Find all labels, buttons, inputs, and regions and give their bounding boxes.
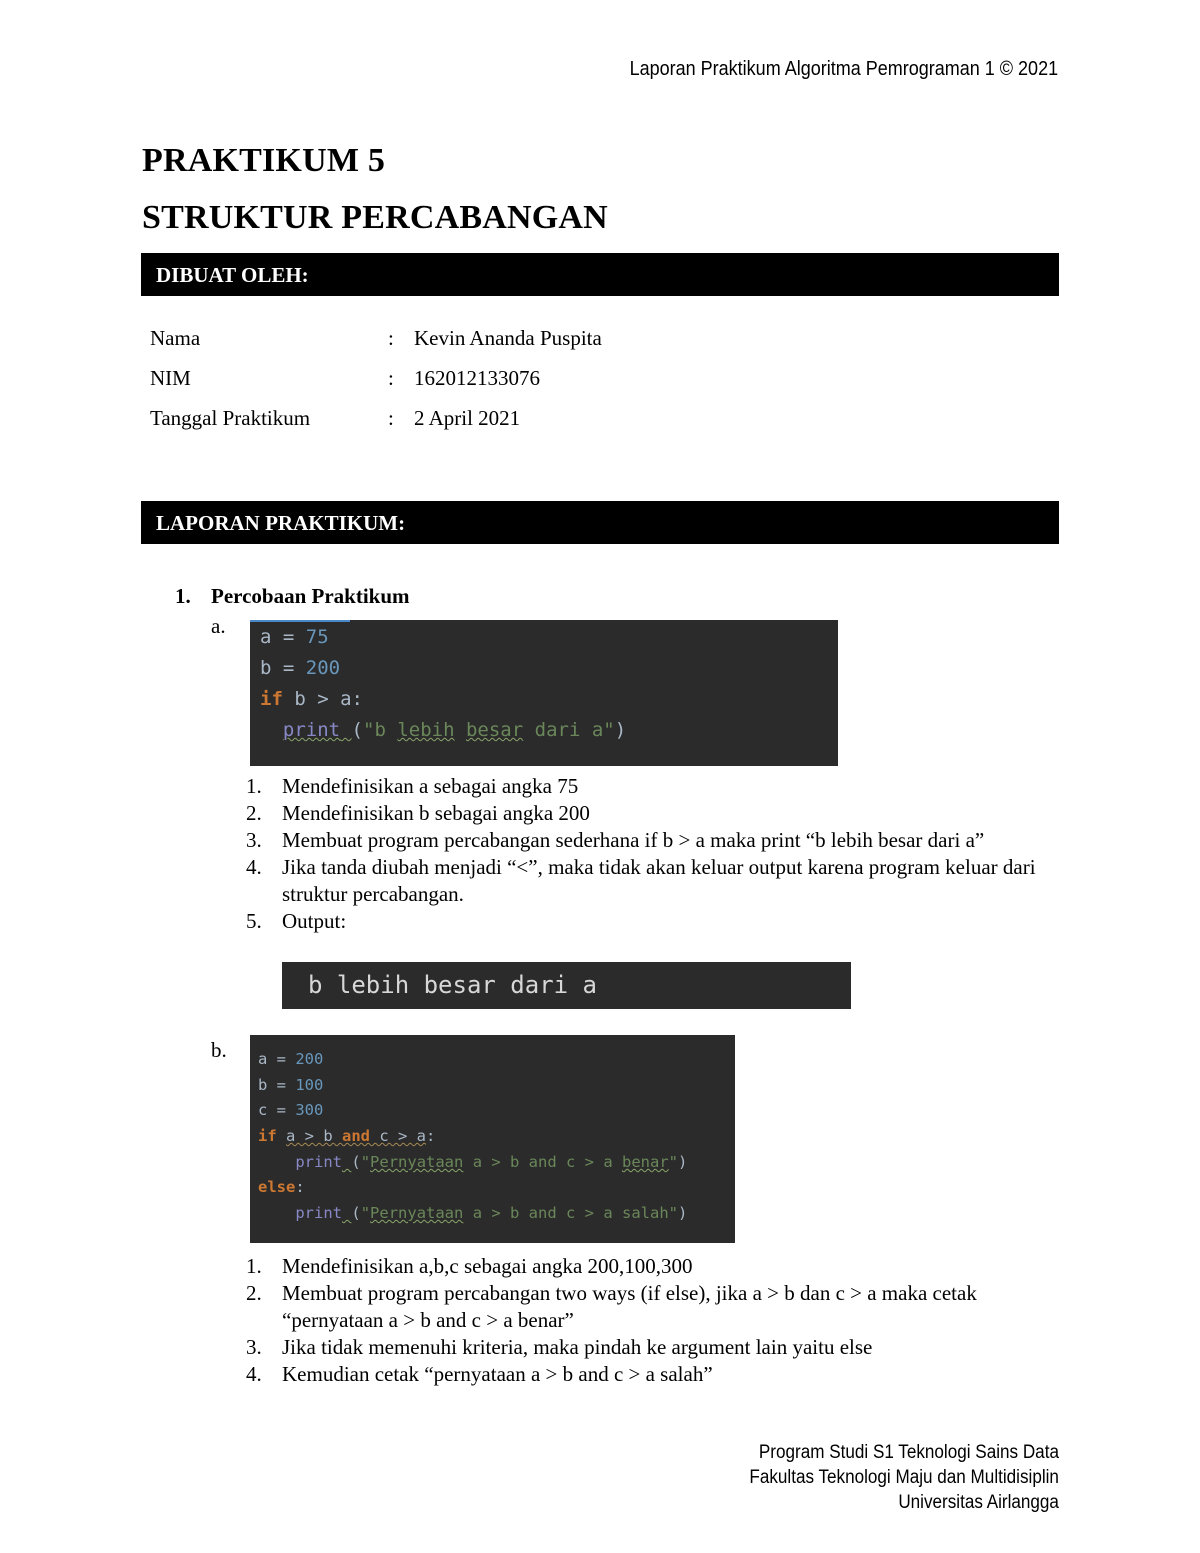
section-title: Percobaan Praktikum bbox=[211, 584, 410, 608]
section-number: 1. bbox=[175, 584, 191, 608]
output-screenshot-a: b lebih besar dari a bbox=[282, 962, 851, 1009]
info-value-name: Kevin Ananda Puspita bbox=[414, 326, 602, 350]
footer-university: Universitas Airlangga bbox=[898, 1492, 1059, 1513]
section-heading bbox=[175, 584, 410, 609]
code-line: if a > b and c > a: bbox=[258, 1127, 436, 1145]
code-line: a = 200 bbox=[258, 1050, 324, 1068]
code-line: b = 100 bbox=[258, 1076, 324, 1094]
steps-list-a bbox=[246, 773, 1046, 935]
code-line: a = 75 bbox=[260, 626, 329, 648]
code-line: print ("Pernyataan a > b and c > a benar") bbox=[295, 1153, 688, 1171]
footer-faculty: Fakultas Teknologi Maju dan Multidisiplin bbox=[749, 1467, 1059, 1488]
info-value-nim: 162012133076 bbox=[414, 366, 540, 390]
list-item: 4. Kemudian cetak “pernyataan a > b and c > a salah” bbox=[246, 1362, 713, 1386]
list-item: 5. Output: bbox=[246, 909, 347, 933]
subsection-letter-b: b. bbox=[211, 1038, 227, 1062]
code-screenshot-a bbox=[250, 620, 838, 766]
info-label: Nama bbox=[150, 326, 201, 350]
code-line: else: bbox=[258, 1178, 305, 1196]
info-value-date: 2 April 2021 bbox=[414, 406, 521, 430]
info-label: NIM bbox=[150, 366, 191, 390]
info-label: Tanggal Praktikum bbox=[150, 406, 311, 430]
list-item: 2. Mendefinisikan b sebagai angka 200 bbox=[246, 801, 590, 825]
code-line: print ("Pernyataan a > b and c > a salah") bbox=[295, 1204, 688, 1222]
practicum-topic-title: STRUKTUR PERCABANGAN bbox=[142, 199, 608, 236]
list-item: 1. Mendefinisikan a,b,c sebagai angka 200,100,300 bbox=[246, 1254, 693, 1278]
page-footer bbox=[715, 1440, 1059, 1515]
footer-program: Program Studi S1 Teknologi Sains Data bbox=[758, 1442, 1059, 1463]
list-item: 3. Jika tidak memenuhi kriteria, maka pindah ke argument lain yaitu else bbox=[246, 1335, 873, 1359]
code-line: c = 300 bbox=[258, 1101, 324, 1119]
code-screenshot-b bbox=[250, 1035, 735, 1243]
author-section-heading: DIBUAT OLEH: bbox=[141, 253, 1059, 296]
info-separator: : bbox=[388, 406, 394, 430]
info-separator: : bbox=[388, 326, 394, 350]
list-item: 4. Jika tanda diubah menjadi “<”, maka tidak akan keluar output karena program keluar dari struktur percabangan. bbox=[246, 855, 1036, 906]
list-item: 1. Mendefinisikan a sebagai angka 75 bbox=[246, 774, 579, 798]
list-item: 2. Membuat program percabangan two ways (if else), jika a > b dan c > a maka cetak “pernyataan a > b and c > a benar” bbox=[246, 1281, 977, 1332]
steps-list-b bbox=[246, 1253, 1046, 1388]
page-header: Laporan Praktikum Algoritma Pemrograman 1 © 2021 bbox=[629, 58, 1058, 80]
report-section-heading: LAPORAN PRAKTIKUM: bbox=[141, 501, 1059, 544]
list-item: 3. Membuat program percabangan sederhana if b > a maka print “b lebih besar dari a” bbox=[246, 828, 985, 852]
editor-tab-indicator bbox=[250, 620, 350, 622]
info-separator: : bbox=[388, 366, 394, 390]
code-line: if b > a: bbox=[260, 688, 363, 710]
code-line: b = 200 bbox=[260, 657, 341, 679]
practicum-number-title: PRAKTIKUM 5 bbox=[142, 142, 386, 179]
code-line: print ("b lebih besar dari a") bbox=[282, 719, 627, 741]
subsection-letter-a: a. bbox=[211, 614, 226, 638]
